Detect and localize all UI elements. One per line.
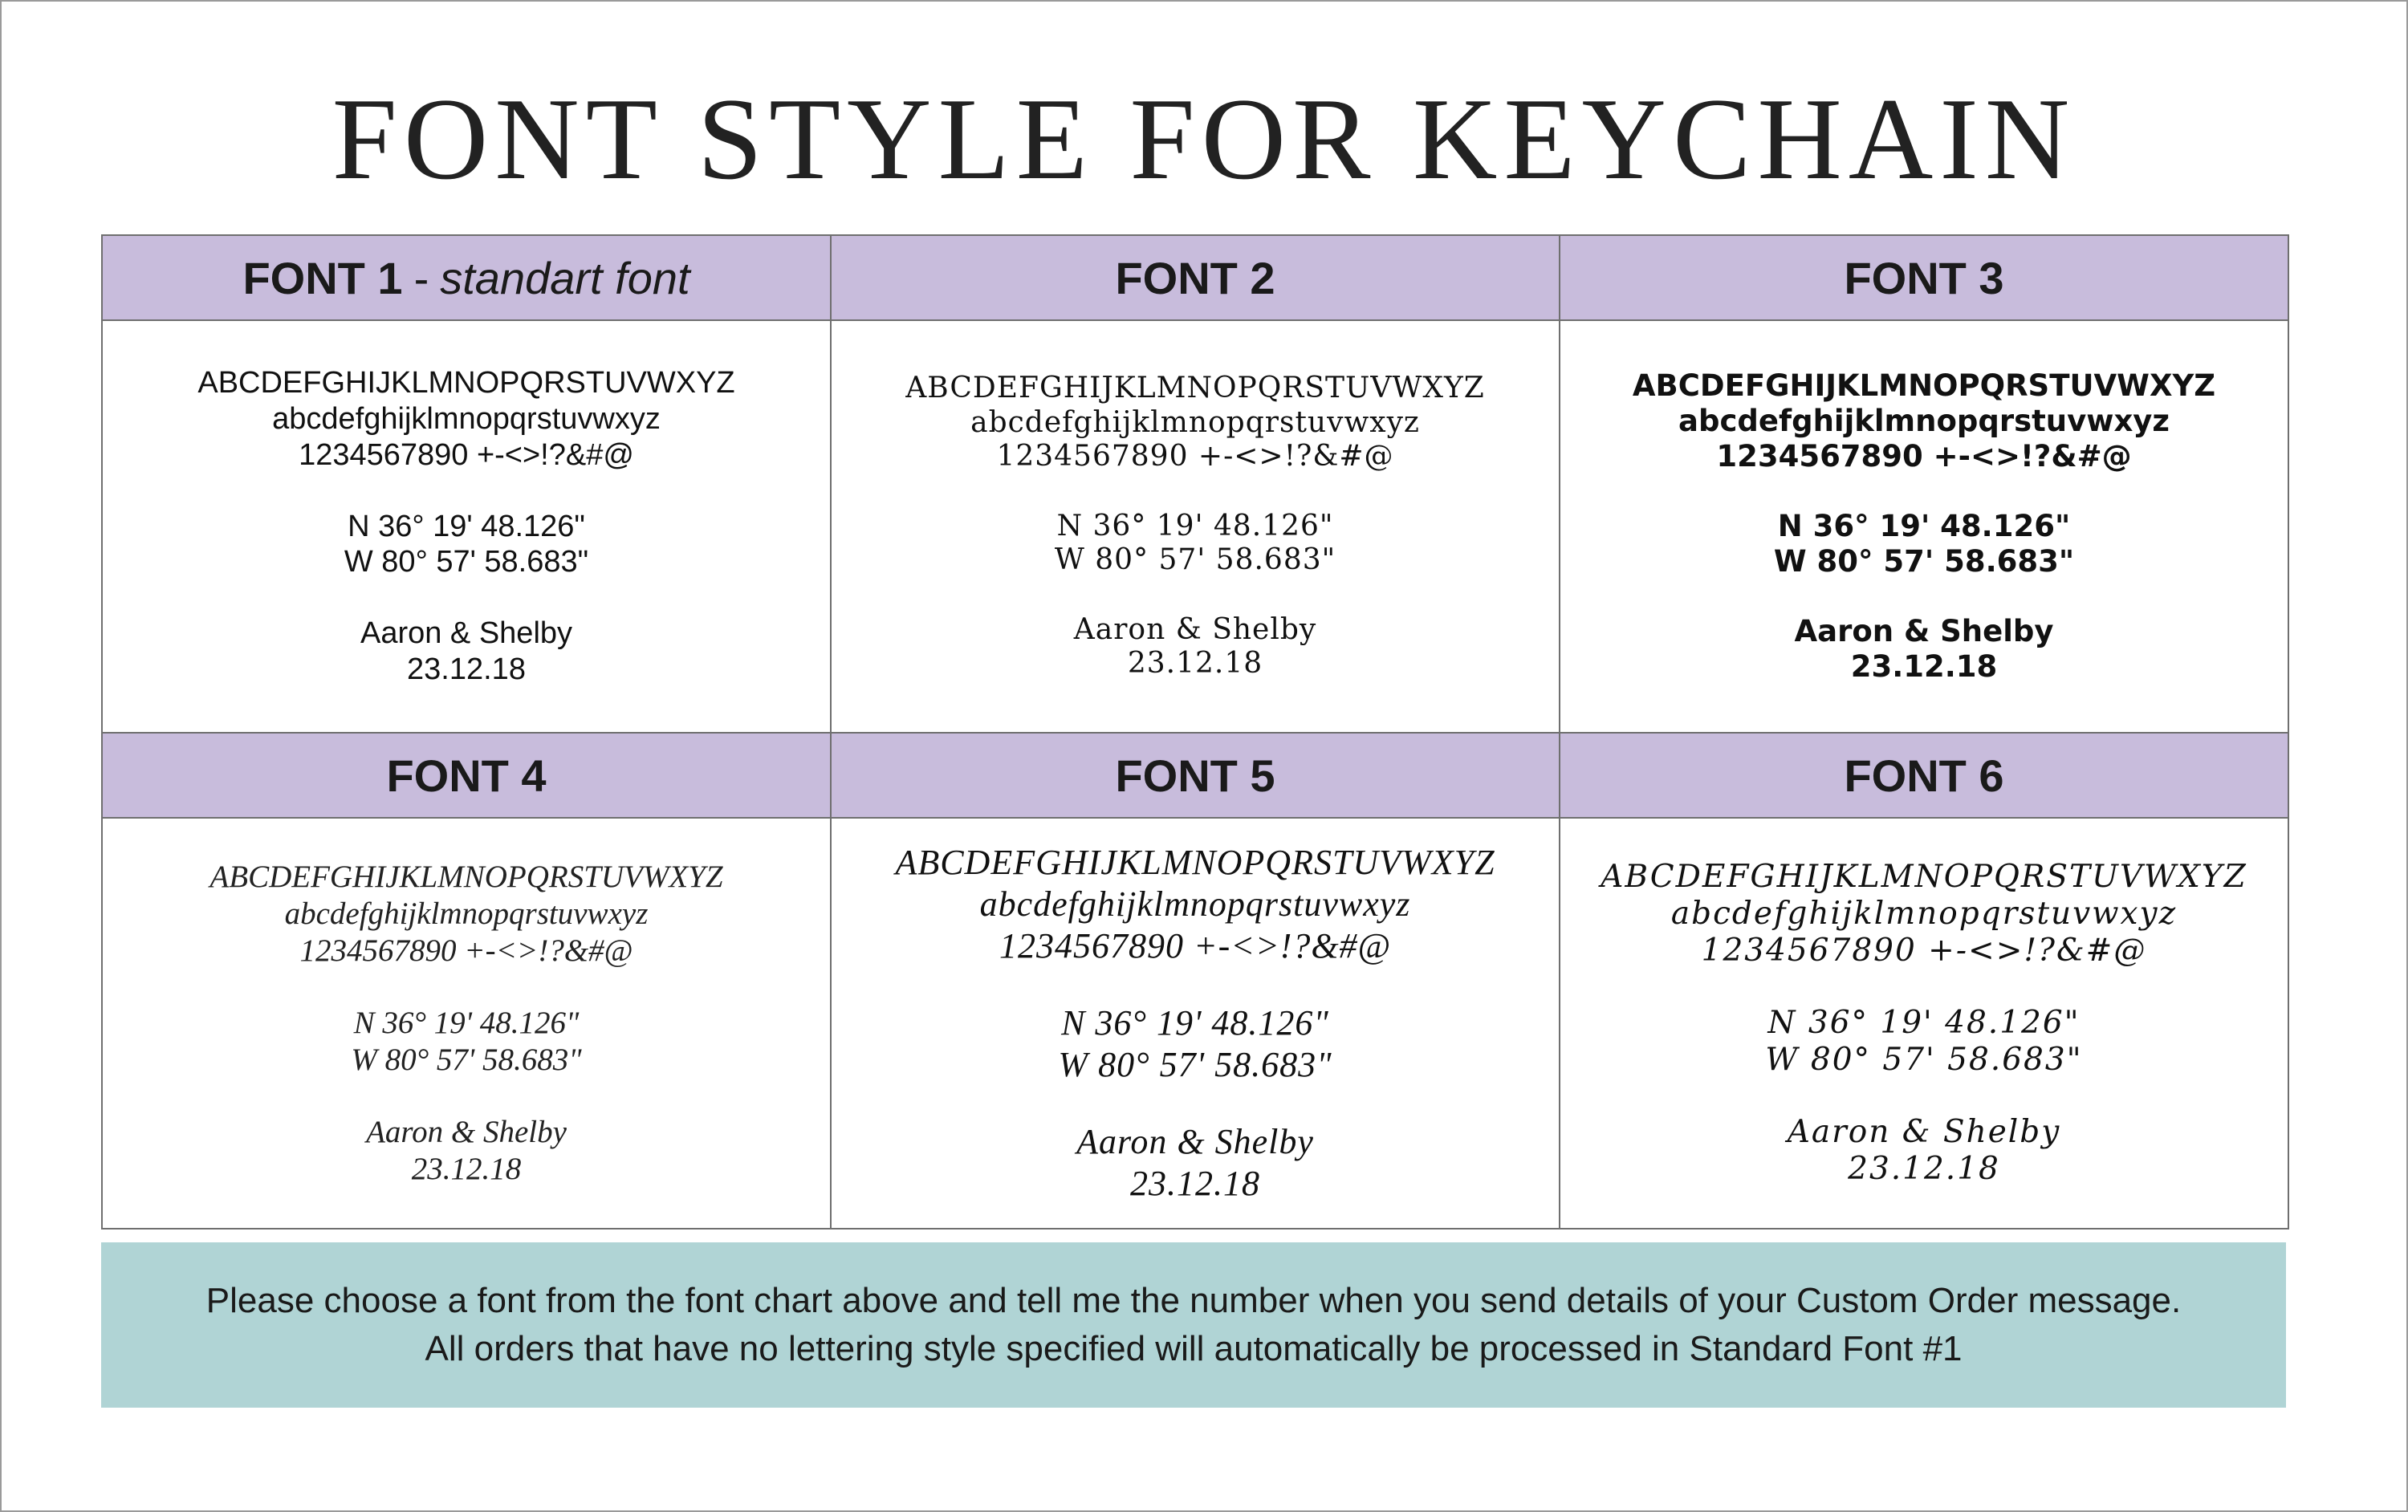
lowercase-sample: abcdefghijklmnopqrstuvwxyz [970, 405, 1420, 439]
lowercase-sample: abcdefghijklmnopqrstuvwxyz [979, 884, 1411, 925]
digits-sample: 1234567890 +-<>!?&#@ [299, 933, 633, 968]
lowercase-sample: abcdefghijklmnopqrstuvwxyz [284, 896, 649, 931]
font-6-panel [1559, 732, 2289, 1230]
latitude-sample: N 36° 19' 48.126" [1767, 1004, 2081, 1041]
longitude-sample: W 80° 57' 58.683" [1773, 543, 2075, 579]
uppercase-sample: ABCDEFGHIJKLMNOPQRSTUVWXYZ [895, 843, 1495, 883]
names-sample: Aaron & Shelby [1073, 612, 1317, 646]
font-6-header [1560, 734, 2288, 819]
latitude-sample: N 36° 19' 48.126" [353, 1005, 580, 1040]
font-3-label: FONT 3 [1844, 252, 2004, 303]
font-3-sample [1560, 321, 2288, 732]
names-sample: Aaron & Shelby [1787, 1114, 2061, 1151]
date-sample: 23.12.18 [1848, 1151, 2000, 1188]
font-5-sample [832, 819, 1559, 1228]
names-sample: Aaron & Shelby [360, 616, 573, 651]
names-sample: Aaron & Shelby [1794, 614, 2054, 649]
font-1-separator: - [413, 252, 429, 303]
font-1-panel [101, 234, 832, 734]
font-2-label: FONT 2 [1115, 252, 1275, 303]
font-4-sample [103, 819, 830, 1228]
font-3-panel [1559, 234, 2289, 734]
uppercase-sample: ABCDEFGHIJKLMNOPQRSTUVWXYZ [1601, 858, 2247, 895]
font-5-header [832, 734, 1559, 819]
longitude-sample: W 80° 57' 58.683" [344, 545, 589, 579]
font-4-header [103, 734, 830, 819]
font-1-sample [103, 321, 830, 732]
latitude-sample: N 36° 19' 48.126" [348, 509, 585, 543]
latitude-sample: N 36° 19' 48.126" [1777, 509, 2071, 544]
font-2-header [832, 236, 1559, 321]
date-sample: 23.12.18 [407, 652, 526, 687]
lowercase-sample: abcdefghijklmnopqrstuvwxyz [272, 401, 661, 436]
font-2-panel [830, 234, 1560, 734]
latitude-sample: N 36° 19' 48.126" [1061, 1003, 1329, 1043]
longitude-sample: W 80° 57' 58.683" [351, 1043, 582, 1077]
page-title: FONT STYLE FOR KEYCHAIN [332, 74, 2076, 204]
instructions-banner [101, 1242, 2286, 1408]
font-2-sample [832, 321, 1559, 732]
uppercase-sample: ABCDEFGHIJKLMNOPQRSTUVWXYZ [197, 366, 735, 400]
font-4-panel [101, 732, 832, 1230]
longitude-sample: W 80° 57' 58.683" [1054, 543, 1336, 577]
date-sample: 23.12.18 [1850, 649, 1998, 685]
font-5-label: FONT 5 [1115, 750, 1275, 801]
digits-sample: 1234567890 +-<>!?&#@ [1716, 438, 2132, 474]
font-3-header [1560, 236, 2288, 321]
font-6-label: FONT 6 [1844, 750, 2004, 801]
instructions-line-1: Please choose a font from the font chart above and tell me the number when you send details of your Custom Order message. [205, 1281, 2182, 1321]
font-1-header [103, 236, 830, 321]
font-1-sublabel: standart font [440, 252, 690, 303]
font-5-panel [830, 732, 1560, 1230]
longitude-sample: W 80° 57' 58.683" [1058, 1044, 1332, 1084]
date-sample: 23.12.18 [1130, 1163, 1260, 1203]
digits-sample: 1234567890 +-<>!?&#@ [999, 926, 1392, 966]
latitude-sample: N 36° 19' 48.126" [1056, 509, 1334, 543]
uppercase-sample: ABCDEFGHIJKLMNOPQRSTUVWXYZ [905, 372, 1485, 405]
names-sample: Aaron & Shelby [366, 1115, 567, 1150]
digits-sample: 1234567890 +-<>!?&#@ [1701, 932, 2147, 969]
digits-sample: 1234567890 +-<>!?&#@ [996, 440, 1394, 474]
font-6-sample [1560, 819, 2288, 1228]
uppercase-sample: ABCDEFGHIJKLMNOPQRSTUVWXYZ [209, 859, 723, 894]
date-sample: 23.12.18 [411, 1152, 522, 1187]
date-sample: 23.12.18 [1127, 647, 1263, 681]
names-sample: Aaron & Shelby [1076, 1121, 1314, 1161]
font-chart [101, 234, 2289, 1230]
font-1-label: FONT 1 [242, 252, 403, 303]
font-4-label: FONT 4 [386, 750, 547, 801]
instructions-line-2: All orders that have no lettering style specified will automatically be processed in Standard Font #1 [425, 1329, 1963, 1368]
lowercase-sample: abcdefghijklmnopqrstuvwxyz [1670, 895, 2178, 932]
digits-sample: 1234567890 +-<>!?&#@ [299, 437, 634, 472]
uppercase-sample: ABCDEFGHIJKLMNOPQRSTUVWXYZ [1632, 368, 2216, 404]
lowercase-sample: abcdefghijklmnopqrstuvwxyz [1678, 403, 2170, 438]
longitude-sample: W 80° 57' 58.683" [1765, 1042, 2083, 1078]
